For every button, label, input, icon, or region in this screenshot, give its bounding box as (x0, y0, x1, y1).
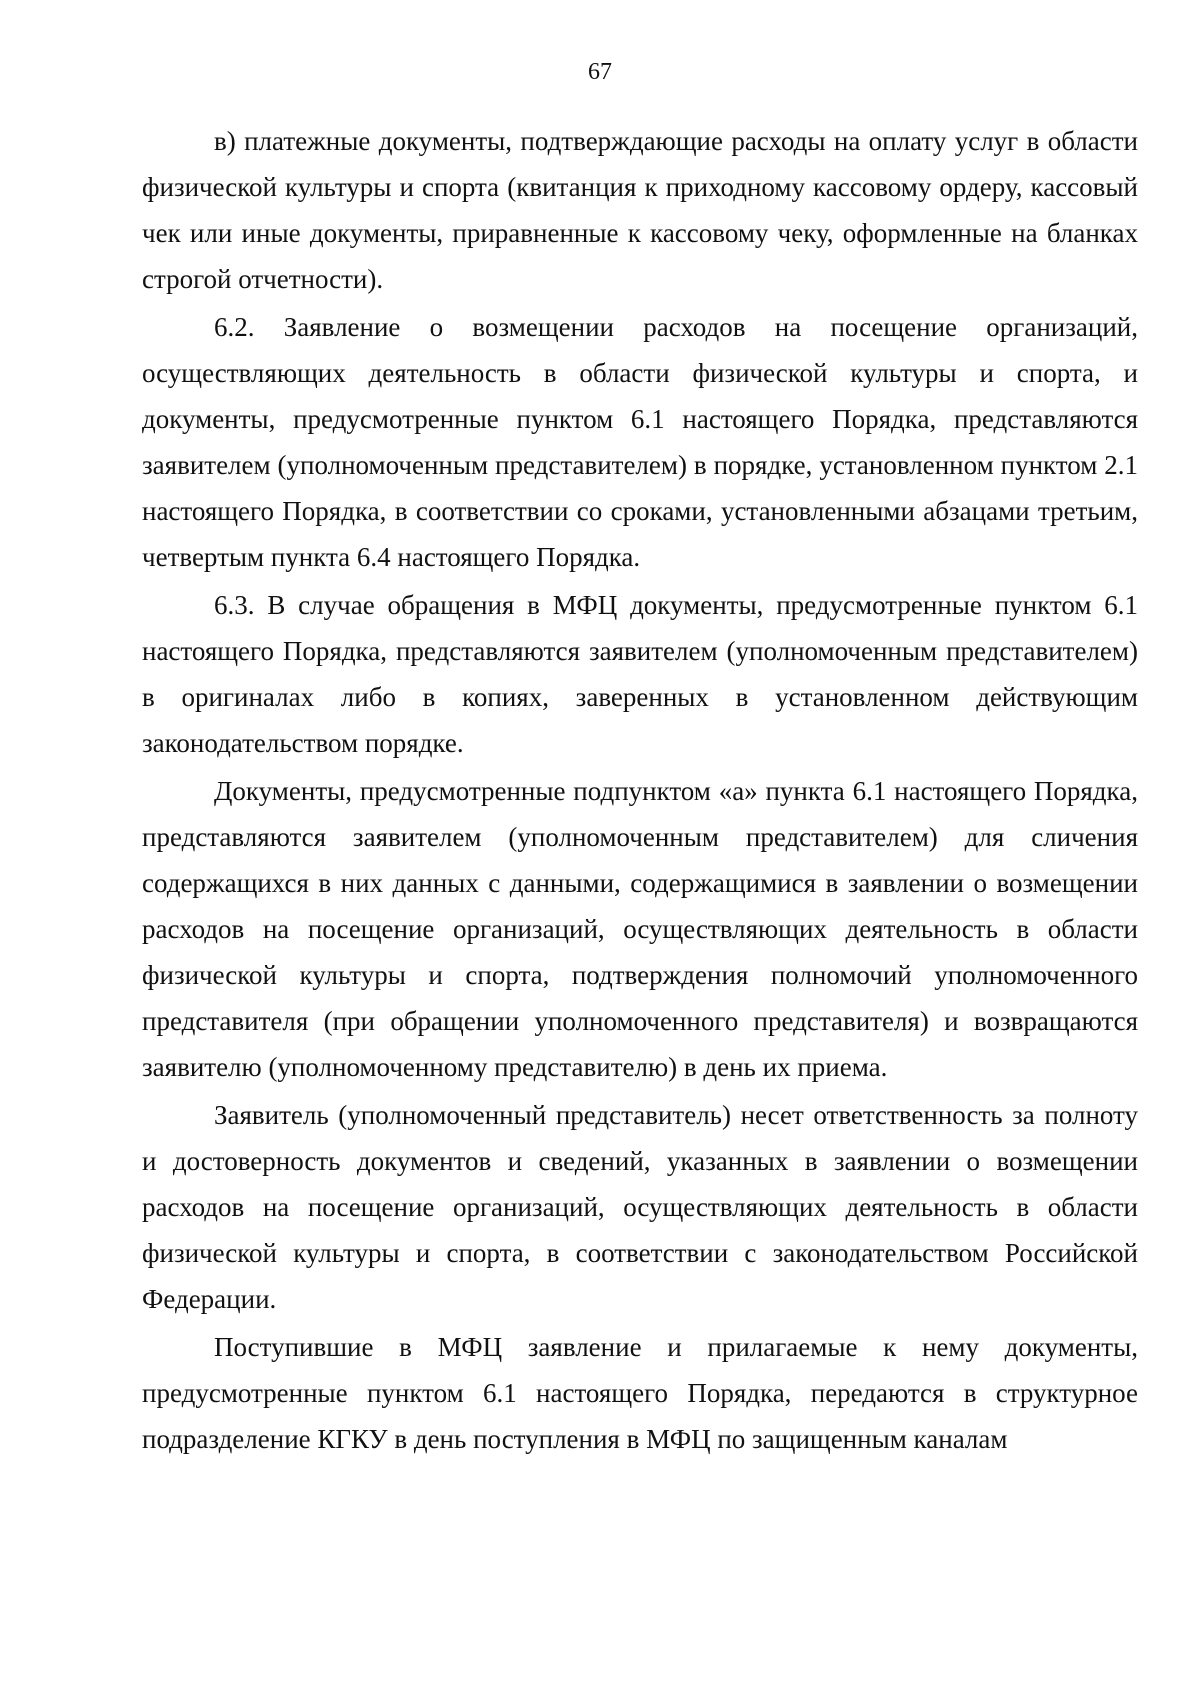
paragraph-documents-comparison: Документы, предусмотренные подпунктом «а» пункта 6.1 настоящего Порядка, представляются заявителем (уполномоченным представителем) для сличения содержащихся в них данных с данными, содержащимися в заявлении о возмещении расходов на посещение организаций, осуществляющих деятельность в области физической культуры и спорта, подтверждения полномочий уполномоченного представителя (при обращении уполномоченного представителя) и возвращаются заявителю (уполномоченному представителю) в день их приема. (142, 776, 1138, 1082)
paragraph-applicant-responsibility: Заявитель (уполномоченный представитель) несет ответственность за полноту и достоверность документов и сведений, указанных в заявлении о возмещении расходов на посещение организаций, осуществляющих деятельность в области физической культуры и спорта, в соответствии с законодательством Российской Федерации. (142, 1100, 1138, 1314)
paragraph-item-v-payment-documents: в) платежные документы, подтверждающие расходы на оплату услуг в области физической культуры и спорта (квитанция к приходному кассовому ордеру, кассовый чек или иные документы, приравненные к кассовому чеку, оформленные на бланках строгой отчетности). (142, 126, 1138, 294)
paragraph-mfc-transfer: Поступившие в МФЦ заявление и прилагаемые к нему документы, предусмотренные пунктом 6.1 настоящего Порядка, передаются в структурное подразделение КГКУ в день поступления в МФЦ по защищенным каналам (142, 1332, 1138, 1454)
page-number: 67 (588, 59, 612, 85)
document-body (142, 118, 1138, 1464)
paragraph-6-3-mfc-submission: 6.3. В случае обращения в МФЦ документы, предусмотренные пунктом 6.1 настоящего Порядка, представляются заявителем (уполномоченным представителем) в оригиналах либо в копиях, заверенных в установленном действующим законодательством порядке. (142, 590, 1138, 758)
paragraph-6-2-application: 6.2. Заявление о возмещении расходов на посещение организаций, осуществляющих деятельность в области физической культуры и спорта, и документы, предусмотренные пунктом 6.1 настоящего Порядка, представляются заявителем (уполномоченным представителем) в порядке, установленном пунктом 2.1 настоящего Порядка, в соответствии со сроками, установленными абзацами третьим, четвертым пункта 6.4 настоящего Порядка. (142, 312, 1138, 572)
